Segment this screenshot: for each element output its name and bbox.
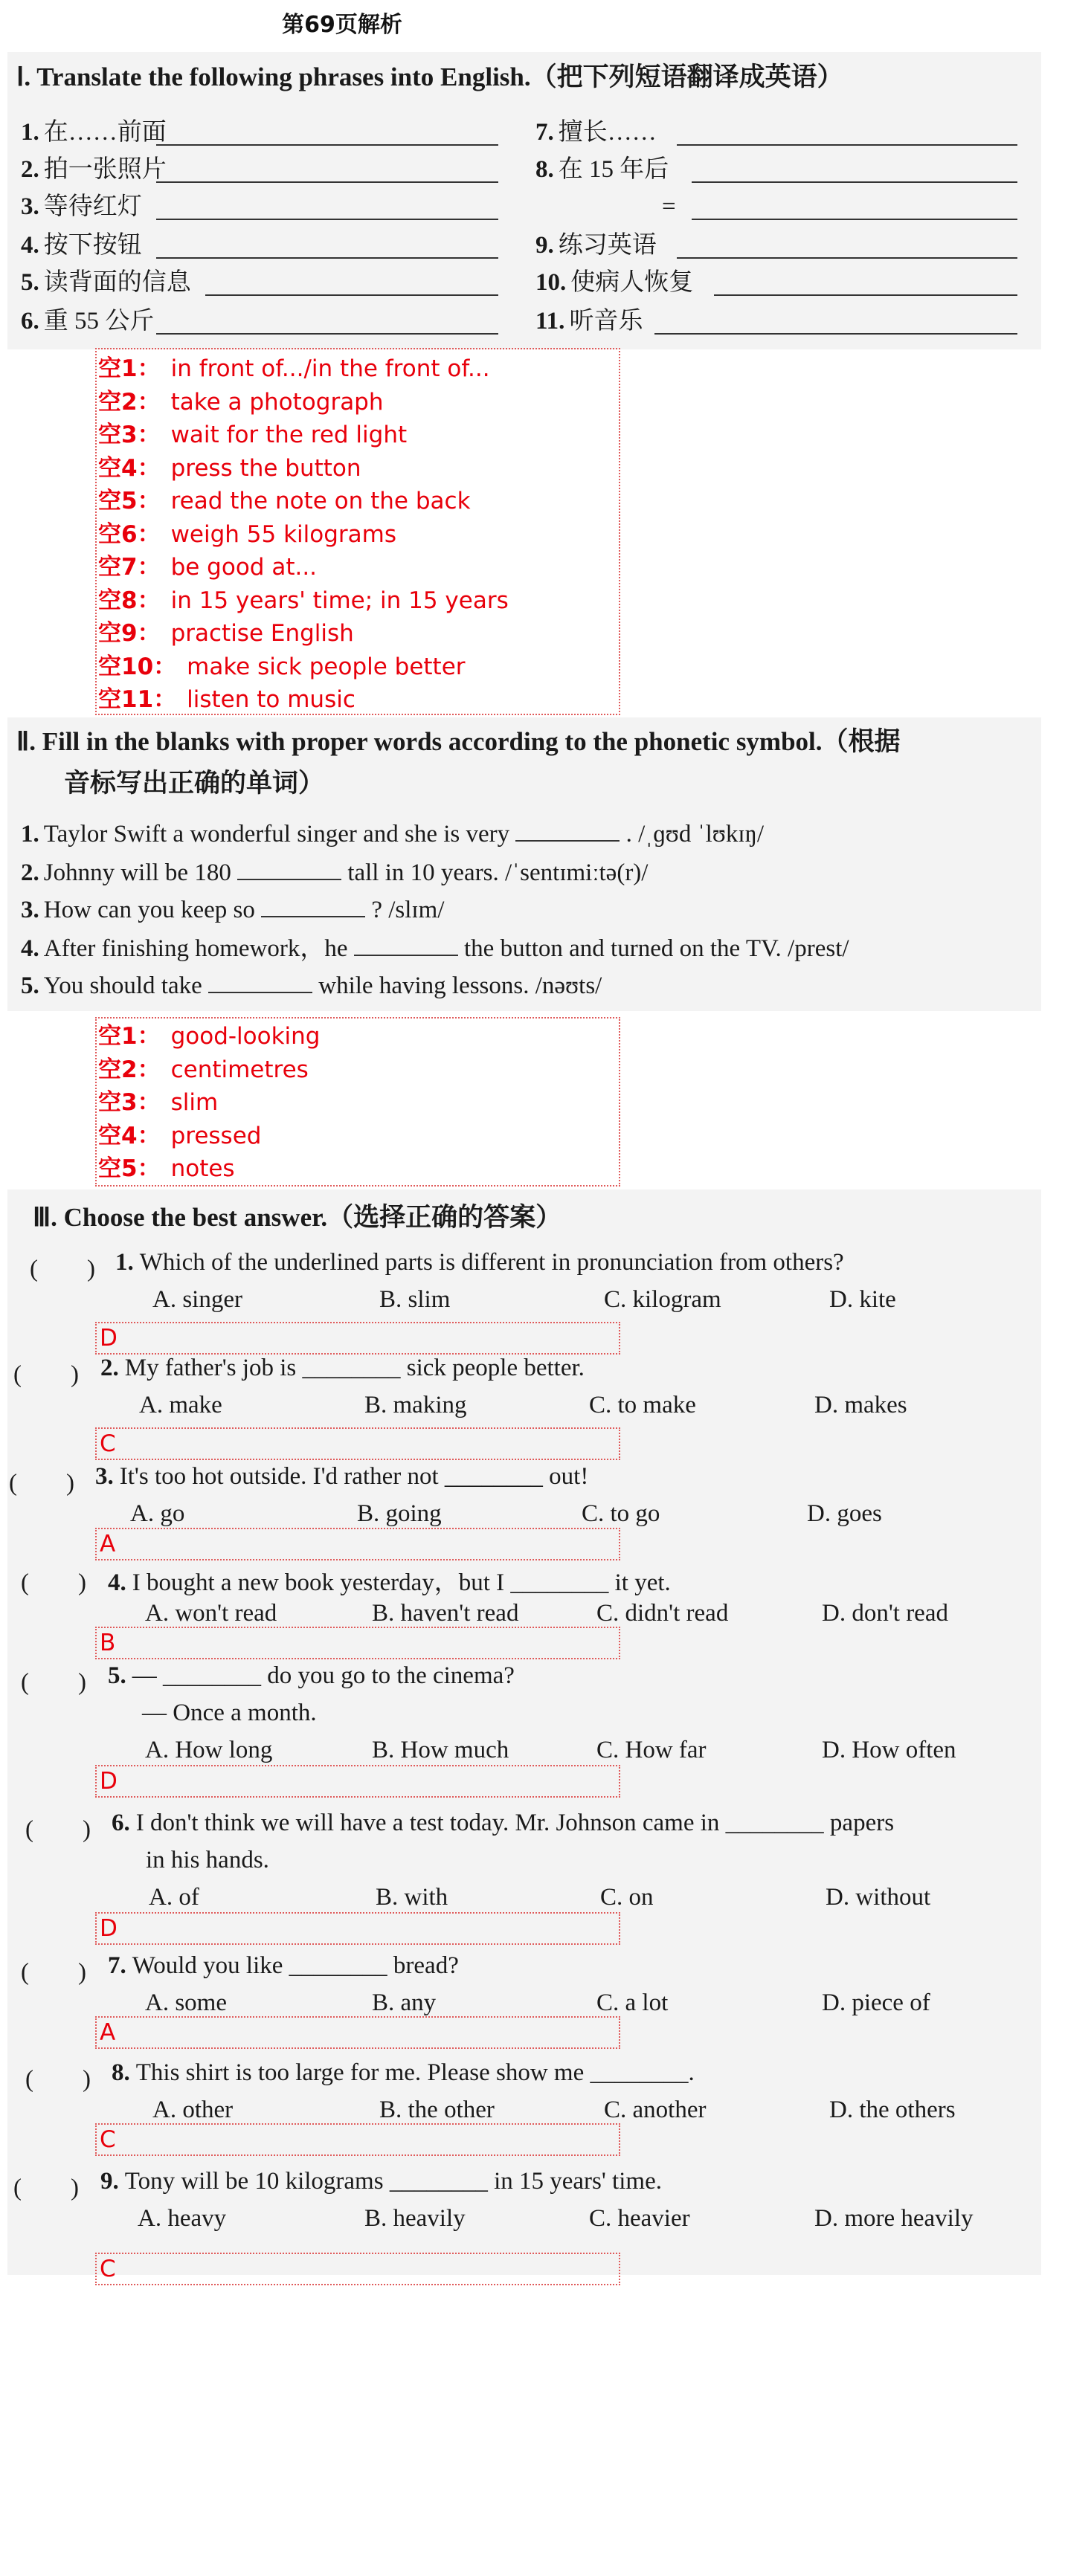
question-number: 4. — [108, 1569, 126, 1596]
answer-option[interactable]: B. haven't read — [372, 1600, 519, 1627]
answer-box — [95, 1427, 620, 1460]
question-number: 6. — [112, 1810, 130, 1836]
answer-text: good-looking — [170, 1023, 321, 1050]
answer-key: 空11： — [98, 686, 177, 713]
answer-option[interactable]: C. How far — [596, 1737, 707, 1763]
answer-option[interactable]: C. another — [604, 2096, 707, 2123]
phrase-item — [535, 230, 657, 260]
phrase-item — [21, 230, 142, 260]
answer-text: weigh 55 kilograms — [170, 520, 397, 548]
answer-option[interactable]: D. don't read — [822, 1600, 948, 1627]
item-prefix: After finishing homework，he — [43, 935, 354, 962]
item-suffix: the button and turned on the TV. /prest/ — [457, 935, 849, 962]
answer-text: A — [100, 1531, 116, 1557]
answer-blank[interactable] — [237, 858, 341, 880]
answer-option[interactable]: A. won't read — [145, 1600, 277, 1627]
answer-option[interactable]: B. How much — [372, 1737, 509, 1763]
section1-heading: Ⅰ. Translate the following phrases into English.（把下列短语翻译成英语） — [16, 62, 843, 91]
item-number: 2. — [21, 859, 39, 886]
answer-key: 空3： — [98, 422, 161, 448]
item-text: = — [662, 193, 676, 220]
answer-key: 空2： — [98, 1056, 161, 1083]
item-number: 2. — [21, 156, 39, 183]
answer-parenthesis[interactable]: ( ) — [9, 1470, 74, 1497]
phrase-item — [21, 268, 191, 297]
answer-blank[interactable] — [677, 236, 1017, 259]
answer-box — [95, 1528, 620, 1560]
answer-line — [98, 651, 466, 684]
question-text: I bought a new book yesterday，but I ________ it yet. — [132, 1569, 671, 1596]
answer-text: slim — [170, 1089, 219, 1116]
answer-box — [95, 1627, 620, 1659]
answer-parenthesis[interactable]: ( ) — [21, 1669, 86, 1696]
answer-line — [98, 1086, 218, 1120]
answer-key: 空4： — [98, 1122, 161, 1149]
question-stem-continued: in his hands. — [146, 1847, 269, 1873]
answer-option[interactable]: B. with — [376, 1884, 448, 1911]
item-prefix: Johnny will be 180 — [43, 859, 238, 886]
question-stem — [108, 1563, 671, 1598]
answer-option[interactable]: A. go — [130, 1500, 185, 1527]
answer-text: listen to music — [187, 686, 355, 713]
question-number: 2. — [100, 1355, 119, 1381]
item-number: 7. — [535, 119, 554, 146]
answer-text: notes — [170, 1155, 235, 1182]
answer-text: take a photograph — [170, 388, 384, 416]
answer-blank[interactable] — [156, 198, 498, 220]
answer-line — [98, 584, 509, 618]
answer-parenthesis[interactable]: ( ) — [21, 1959, 86, 1986]
answer-option[interactable]: D. piece of — [822, 1989, 930, 2016]
answer-blank[interactable] — [515, 819, 620, 842]
answer-blank[interactable] — [714, 274, 1017, 296]
question-text: Would you like ________ bread? — [132, 1952, 459, 1979]
answer-box — [95, 2016, 620, 2049]
answer-option[interactable]: D. How often — [822, 1737, 956, 1763]
question-stem — [112, 1810, 894, 1837]
answer-line — [98, 518, 396, 552]
item-number: 8. — [535, 156, 554, 183]
question-text: Tony will be 10 kilograms ________ in 15 years' time. — [124, 2168, 662, 2195]
phrase-item — [535, 155, 669, 184]
answer-parenthesis[interactable]: ( ) — [30, 1256, 95, 1282]
item-text: 在 15 年后 — [558, 156, 669, 183]
answer-text: D — [100, 1325, 118, 1352]
question-stem — [108, 1952, 459, 1980]
answer-option[interactable]: A. some — [145, 1989, 227, 2016]
phrase-item — [21, 155, 167, 184]
answer-text: press the button — [170, 454, 361, 482]
answer-text: C — [100, 1430, 116, 1457]
item-number: 4. — [21, 232, 39, 259]
question-stem — [95, 1463, 588, 1491]
answer-key: 空6： — [98, 520, 161, 548]
item-number: 3. — [21, 897, 39, 923]
answer-option[interactable]: C. on — [600, 1884, 654, 1911]
answer-option[interactable]: D. kite — [829, 1286, 896, 1313]
answer-key: 空1： — [98, 1023, 161, 1050]
answer-option[interactable]: A. make — [139, 1392, 222, 1418]
item-number: 10. — [535, 269, 567, 296]
question-text: Which of the underlined parts is different in pronunciation from others? — [139, 1249, 844, 1276]
answer-line — [98, 1152, 235, 1186]
answer-box — [95, 1912, 620, 1945]
answer-text: practise English — [170, 620, 354, 647]
fill-item — [21, 934, 849, 963]
answer-blank[interactable] — [156, 236, 498, 259]
answer-parenthesis[interactable]: ( ) — [13, 1361, 79, 1388]
item-text: 听音乐 — [569, 308, 643, 335]
answer-line — [98, 551, 317, 584]
item-prefix: Taylor Swift a wonderful singer and she is very — [43, 821, 516, 848]
answer-parenthesis[interactable]: ( ) — [13, 2175, 79, 2201]
answer-parenthesis[interactable]: ( ) — [25, 2066, 91, 2093]
fill-item — [21, 895, 444, 925]
section2-heading-line1: Ⅱ. Fill in the blanks with proper words according to the phonetic symbol.（根据 — [16, 727, 901, 756]
question-text: My father's job is ________ sick people better. — [124, 1355, 585, 1381]
answer-option[interactable]: C. to make — [589, 1392, 696, 1418]
question-stem — [115, 1249, 844, 1276]
answer-option[interactable]: B. slim — [379, 1286, 451, 1313]
answer-key: 空4： — [98, 454, 161, 482]
question-stem-continued: — Once a month. — [142, 1699, 317, 1726]
answer-option[interactable]: B. the other — [379, 2096, 495, 2123]
item-number: 5. — [21, 972, 39, 999]
answer-blank[interactable] — [261, 895, 365, 917]
answer-line — [98, 352, 490, 386]
answer-box — [95, 2123, 620, 2156]
item-number: 11. — [535, 308, 565, 335]
answer-key: 空8： — [98, 587, 161, 614]
item-text: 拍一张照片 — [43, 156, 167, 183]
item-prefix: You should take — [43, 972, 209, 999]
answer-text: make sick people better — [187, 653, 466, 680]
page-title: 第69页解析 — [282, 12, 402, 38]
answer-box — [95, 1765, 620, 1798]
answer-option[interactable]: D. without — [826, 1884, 931, 1911]
answer-key: 空10： — [98, 653, 177, 680]
answer-line — [98, 386, 384, 419]
answer-option[interactable]: C. heavier — [589, 2205, 690, 2232]
answer-option[interactable]: C. a lot — [596, 1989, 669, 2016]
answer-text: D — [100, 1915, 118, 1942]
section2-heading-line2: 音标写出正确的单词） — [64, 769, 325, 798]
answer-line — [98, 419, 407, 452]
item-number: 6. — [21, 308, 39, 335]
answer-blank[interactable] — [205, 274, 498, 296]
item-text: 读背面的信息 — [43, 269, 191, 296]
answer-blank[interactable] — [156, 312, 498, 335]
item-text: 重 55 公斤 — [43, 308, 155, 335]
phrase-item — [535, 306, 643, 336]
question-stem — [100, 1355, 585, 1382]
section3-heading: Ⅲ. Choose the best answer.（选择正确的答案） — [33, 1203, 562, 1232]
answer-blank[interactable] — [354, 934, 458, 956]
answer-blank[interactable] — [654, 312, 1017, 335]
item-number: 1. — [21, 119, 39, 146]
fill-item — [21, 971, 602, 1001]
answer-text: C — [100, 2126, 116, 2153]
answer-line — [98, 452, 361, 485]
answer-parenthesis[interactable]: ( ) — [21, 1569, 86, 1596]
item-number: 9. — [535, 232, 554, 259]
answer-option[interactable]: D. makes — [814, 1392, 907, 1418]
answer-text: in front of.../in the front of... — [170, 355, 490, 382]
question-stem — [108, 1662, 515, 1690]
question-text: It's too hot outside. I'd rather not ________ out! — [119, 1463, 589, 1490]
answer-key: 空3： — [98, 1089, 161, 1116]
item-number: 5. — [21, 269, 39, 296]
answer-line — [98, 683, 355, 717]
answer-option[interactable]: A. of — [149, 1884, 199, 1911]
fill-item — [21, 858, 648, 888]
item-suffix: tall in 10 years. /ˈsentɪmiːtə(r)/ — [341, 859, 649, 886]
answer-parenthesis[interactable]: ( ) — [25, 1816, 91, 1843]
answer-text: pressed — [170, 1122, 262, 1149]
answer-text: read the note on the back — [170, 488, 471, 514]
item-text: 擅长…… — [558, 119, 657, 146]
answer-option[interactable]: B. going — [357, 1500, 442, 1527]
answer-text: B — [100, 1630, 116, 1656]
question-number: 9. — [100, 2168, 119, 2195]
answer-box — [95, 2253, 620, 2285]
answer-text: wait for the red light — [170, 422, 408, 448]
answer-option[interactable]: D. the others — [829, 2096, 956, 2123]
item-number: 4. — [21, 935, 39, 962]
answer-key: 空5： — [98, 1155, 161, 1182]
answer-option[interactable]: C. kilogram — [604, 1286, 721, 1313]
answer-blank[interactable] — [208, 971, 312, 993]
answer-text: A — [100, 2019, 116, 2046]
item-suffix: while having lessons. /nəʊts/ — [312, 972, 602, 999]
answer-option[interactable]: B. any — [372, 1989, 437, 2016]
answer-option[interactable]: C. to go — [582, 1500, 660, 1527]
question-number: 1. — [115, 1249, 134, 1276]
answer-blank[interactable] — [156, 161, 498, 183]
answer-key: 空9： — [98, 620, 161, 647]
question-number: 8. — [112, 2059, 130, 2086]
answer-option[interactable]: D. more heavily — [814, 2205, 974, 2232]
item-text: 使病人恢复 — [570, 269, 694, 296]
item-text: 等待红灯 — [43, 193, 142, 220]
answer-option[interactable]: A. heavy — [138, 2205, 227, 2232]
answer-option[interactable]: D. goes — [807, 1500, 882, 1527]
question-text: This shirt is too large for me. Please show me ________. — [135, 2059, 695, 2086]
question-stem — [100, 2168, 662, 2195]
answer-option[interactable]: A. How long — [145, 1737, 273, 1763]
answer-line — [98, 485, 471, 518]
fill-item — [21, 819, 764, 849]
item-text: 练习英语 — [558, 232, 657, 259]
question-stem — [112, 2059, 695, 2087]
answer-key: 空5： — [98, 488, 161, 514]
answer-key: 空1： — [98, 355, 161, 382]
item-prefix: How can you keep so — [43, 897, 262, 923]
answer-option[interactable]: A. other — [152, 2096, 234, 2123]
question-number: 7. — [108, 1952, 126, 1979]
answer-blank[interactable] — [692, 161, 1017, 183]
item-number: 3. — [21, 193, 39, 220]
answer-blank[interactable] — [692, 198, 1017, 220]
answer-blank[interactable] — [156, 123, 498, 146]
answer-text: be good at... — [170, 554, 318, 581]
answer-text: centimetres — [170, 1056, 309, 1083]
phrase-item — [535, 268, 693, 297]
answer-text: D — [100, 1768, 118, 1795]
item-suffix: . /ˌɡʊd ˈlʊkɪŋ/ — [620, 821, 765, 848]
answer-option[interactable]: A. singer — [152, 1286, 242, 1313]
answer-option[interactable]: B. making — [364, 1392, 467, 1418]
answer-option[interactable]: C. didn't read — [596, 1600, 729, 1627]
answer-line — [98, 617, 354, 651]
question-number: 3. — [95, 1463, 114, 1490]
phrase-item — [662, 192, 676, 222]
answer-key: 空2： — [98, 388, 161, 416]
phrase-item — [21, 192, 142, 222]
answer-text: in 15 years' time; in 15 years — [170, 587, 509, 614]
item-text: 在……前面 — [43, 119, 167, 146]
answer-text: C — [100, 2256, 116, 2282]
question-text: I don't think we will have a test today. Mr. Johnson came in ________ papers — [135, 1810, 895, 1836]
answer-key: 空7： — [98, 554, 161, 581]
answer-blank[interactable] — [677, 123, 1017, 146]
phrase-item — [21, 306, 154, 336]
item-number: 1. — [21, 821, 39, 848]
answer-option[interactable]: B. heavily — [364, 2205, 466, 2232]
answer-box — [95, 1322, 620, 1355]
item-text: 按下按钮 — [43, 232, 142, 259]
question-text: — ________ do you go to the cinema? — [132, 1662, 515, 1689]
phrase-item — [535, 117, 657, 147]
answer-line — [98, 1053, 309, 1087]
question-number: 5. — [108, 1662, 126, 1689]
answer-line — [98, 1020, 321, 1053]
phrase-item — [21, 117, 167, 147]
answer-line — [98, 1120, 261, 1153]
item-suffix: ? /slɪm/ — [365, 897, 445, 923]
